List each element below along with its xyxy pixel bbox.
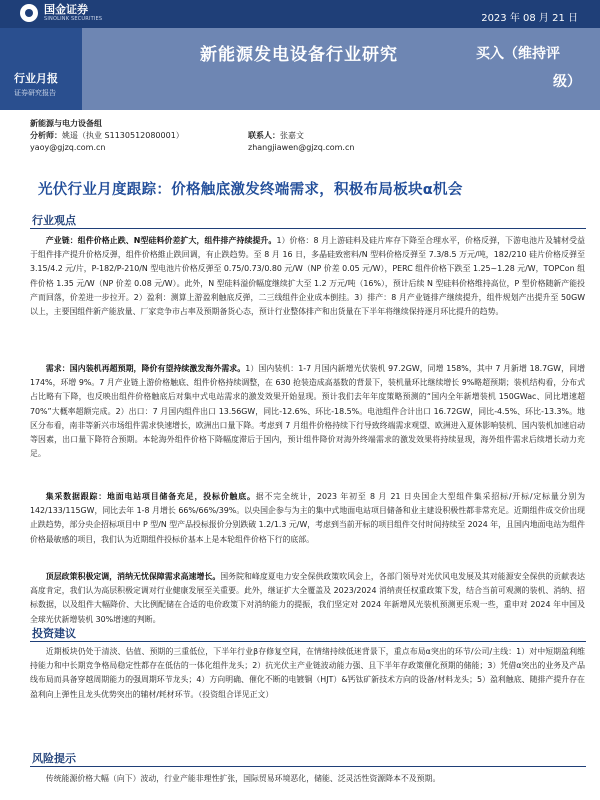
report-title: 新能源发电设备行业研究 bbox=[200, 45, 398, 65]
company-logo bbox=[20, 4, 102, 22]
contact-name: 张嘉文 bbox=[280, 131, 304, 140]
company-name-en: SINOLINK SECURITIES bbox=[44, 16, 103, 22]
rating-line-2: 级） bbox=[553, 74, 581, 90]
paragraph-lead: 产业链：组件价格止跌、N型硅料价差扩大，组件排产持续提升。 bbox=[45, 236, 277, 245]
paragraph-risk: 传统能源价格大幅（向下）波动，行业产能非理性扩张，国际贸易环境恶化，储能、泛灵活性资源降本不及预期。 bbox=[45, 774, 441, 783]
rating bbox=[476, 40, 591, 96]
section-divider bbox=[30, 228, 586, 229]
analyst-name: 姚遥（执业 S1130512080001） bbox=[62, 131, 184, 140]
analyst-email[interactable]: yaoy@gjzq.com.cn bbox=[30, 143, 106, 152]
report-headline: 光伏行业月度跟踪：价格触底激发终端需求，积极布局板块α机会 bbox=[38, 182, 463, 198]
paragraph-body: 1）价格：8 月上游硅料及硅片库存下降至合理水平，价格反弹，下游电池片及辅材受益于组件排产提升价格反弹，组件价格維止跌回调，有止跌趋势。至 8 月 16 日，多晶硅致密料/N 型料价格反弹至 7.3/8.5 万元/吨，182/210 硅片价格反弹至 3.15/4.2 元/片，P-182/P-210/N 型电池片价格反弹至 0.75/0.73/0.80 元/W（NP 价差 0.05 元/W），PERC 组件价格下跌至 1.25~1.28 元/W，TOPCon 组件价格 1.35 元/W（NP 价差 0.08 元/W）。此外，N 型硅料溢价幅度继续扩大至 1.2 万元/吨（16%），预计后续 N 型硅料价格维持高位，P 型价格随新产能投产而回落，价差进一步拉开。2）盈利：测算上游盈利触底反弹，二三线组件企业成本倒挂。3）排产：8 月产业链排产继续提升，组件规划产出提升至 50GW 以上，主要国组件新产能放量、厂家竞争市占率及预期备货心态，预计行业整体排产和出货量在下半年将继续保持逐月环比提升的趋势。 bbox=[30, 236, 585, 317]
paragraph-body: 国务院和峰度夏电力安全保供政策吹风会上，各部门领导对光伏风电发展及其对能源安全保供的贡献表达高度肯定，我们认为高层积极定调对行业健康发展至关重要。此外，继证扩大全覆盖及 2023/2024 消纳责任权重政策下发，结合当前可观测的装机、消纳、招标数据，以及组件大幅降价、大比例配储在合适的电价政策下对消纳能力的提振，我们坚定对 2024 年新增风光装机预测更乐观一些，重申对 2024 年中国及全球光伏新增装机 30%增速的判断。 bbox=[30, 572, 585, 624]
section-heading-invest: 投资建议 bbox=[32, 627, 76, 640]
contact-label: 联系人： bbox=[248, 131, 280, 140]
author-info bbox=[30, 118, 590, 154]
contact-email[interactable]: zhangjiawen@gjzq.com.cn bbox=[248, 143, 355, 152]
logo-icon bbox=[20, 4, 38, 22]
report-type: 行业月报 bbox=[14, 72, 58, 85]
rating-line-1: 买入（维持评 bbox=[476, 46, 560, 62]
paragraph-supply-chain bbox=[30, 234, 585, 319]
report-date: 2023 年 08 月 21 日 bbox=[481, 13, 578, 24]
section-heading-risk: 风险提示 bbox=[32, 752, 76, 765]
paragraph-procurement bbox=[30, 490, 585, 547]
report-subtype: 证券研究报告 bbox=[14, 89, 56, 97]
paragraph-policy bbox=[30, 570, 585, 627]
section-heading-views: 行业观点 bbox=[32, 214, 76, 227]
section-divider bbox=[30, 766, 586, 767]
paragraph-demand bbox=[30, 362, 585, 461]
paragraph-lead: 需求：国内装机再超预期，降价有望持续激发海外需求。 bbox=[45, 364, 246, 373]
company-name-cn: 国金证券 bbox=[44, 3, 88, 16]
industry-group: 新能源与电力设备组 bbox=[30, 119, 102, 128]
section-divider bbox=[30, 641, 586, 642]
paragraph-lead: 集采数据跟踪：地面电站项目储备充足，投标价触底。 bbox=[45, 492, 256, 501]
paragraph-body: 据不完全统计，2023 年初至 8 月 21 日央国企大型组件集采招标/开标/定标量分别为 142/133/115GW，同比去年 1-8 月增长 66%/66%/39%。以央国企参与为主的集中式地面电站项目储备和业主建设积极性都非常充足。近期组件成交价出现止跌趋势，部分央企招标项目中 P 型/N 型产品投标报价分别跌破 1.2/1.3 元/W，考虑到当前开标的项目组件交付时间持续至 2024 年，且国内地面电站为组件价格最敏感的项目，我们认为近期组件投标价基本上是本轮组件价格下行的底部。 bbox=[30, 492, 585, 544]
report-header bbox=[0, 0, 600, 110]
paragraph-investment: 近期板块仍处于清淡、估值、预期的三重低位，下半年行业β存修复空间，在情绪持续低迷背景下，重点布局α突出的环节/公司/主线：1）对中短期盈利维持能力和中长期竞争格局稳定性都存在低估的一体化组件龙头；2）抗光伏主产业链波动能力强、且下半年存政策催化预期的储能；3）凭借α突出的业务及产品线布局而具备穿越周期能力的强周期环节龙头；4）方向明确、催化不断的电镀铜（HJT）&钙钛矿新技术方向的设备/材料龙头；5）盈利触底、随排产提升存在盈利向上弹性且龙头优势突出的辅材/耗材环节。（投资组合详见正文） bbox=[30, 647, 585, 699]
paragraph-lead: 顶层政策积极定调，消纳无忧保障需求高速增长。 bbox=[45, 572, 221, 581]
paragraph-body: 1）国内装机：1-7 月国内新增光伏装机 97.2GW，同增 158%，其中 7 月新增 18.7GW，同增 174%，环增 9%。7 月产业链上游价格触底、组件价格持续调整，在 630 抢装造成高基数的背景下，装机量环比继续增长 9%略超预期；装机结构看，分布式占比略有下降，也反映出组件价格触底后对集中式电站需求的激发效果开始显现。预计我们去年年度策略预测的“国内全年新增装机 150GWac、同比增速超 70%”大概率超额完成。2）出口：7 月国内组件出口 13.56GW，同比-12.6%、环比-18.5%。电池组件合计出口 16.72GW，同比-4.5%、环比-13.3%。地区分布看，南非等新兴市场组件需求快速增长，欧洲出口量下降。考虑到 7 月组件价格持续下行导致终端需求观望、欧洲进入夏休影响装机、国内装机加速启动等因素，出口量下降符合预期。本轮海外组件价格下降幅度滞后于国内，预计组件降价对海外终端需求的激发效果将持续显现，海外组件需求后续增长动力充足。 bbox=[30, 364, 585, 459]
analyst-label: 分析师： bbox=[30, 131, 62, 140]
